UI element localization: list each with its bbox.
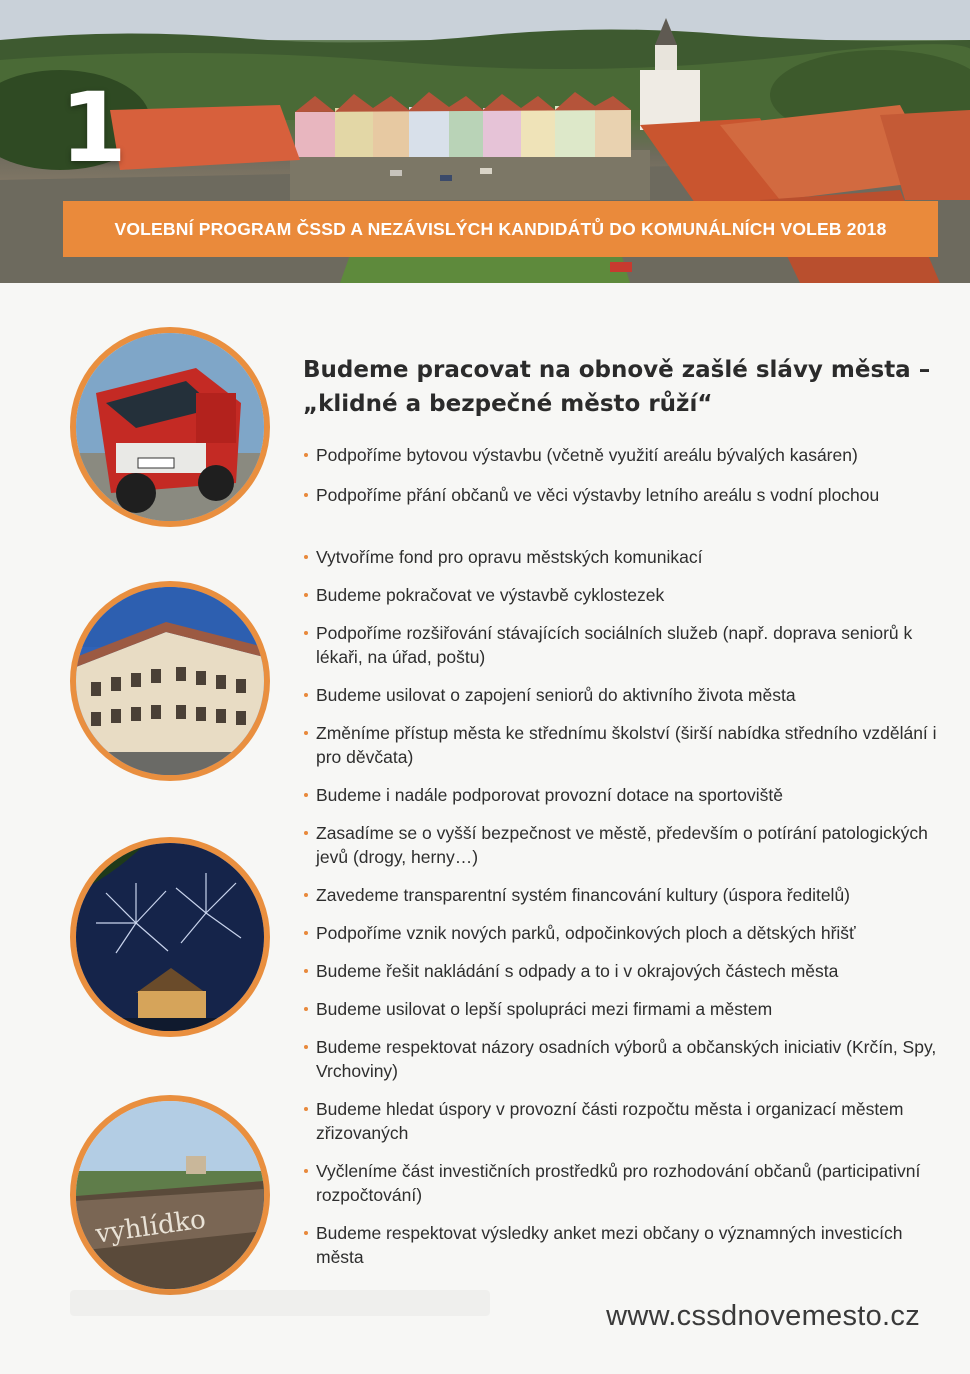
list-item: Podpoříme přání občanů ve věci výstavby letního areálu s vodní plochou [303,483,943,507]
bullet-icon [304,969,308,973]
heading-line-1: Budeme pracovat na obnově zašlé slávy města – [303,357,931,383]
bullet-icon [304,1045,308,1049]
program-heading [303,353,943,421]
list-item: Budeme respektovat názory osadních výborů a občanských iniciativ (Krčín, Spy, Vrchoviny) [303,1035,943,1083]
website-link[interactable]: www.cssdnovemesto.cz [606,1300,920,1332]
program-title-bar [63,201,938,257]
faint-background-band [70,1290,490,1316]
list-item: Budeme usilovat o zapojení seniorů do aktivního života města [303,683,943,707]
list-item: Budeme hledat úspory v provozní části rozpočtu města i organizací městem zřizovaných [303,1097,943,1145]
heading-line-2: „klidné a bezpečné město růží“ [303,391,713,417]
list-item: Vyčleníme část investičních prostředků pro rozhodování občanů (participativní rozpočtování) [303,1159,943,1207]
list-item: Budeme řešit nakládání s odpady a to i v okrajových částech města [303,959,943,983]
program-number: 1 [60,72,127,184]
list-item: Vytvoříme fond pro opravu městských komunikací [303,545,943,569]
list-item: Zasadíme se o vyšší bezpečnost ve městě, především o potírání patologických jevů (drogy, herny…) [303,821,943,869]
list-item: Podpoříme vznik nových parků, odpočinkových ploch a dětských hřišť [303,921,943,945]
bullet-icon [304,931,308,935]
bullet-icon [304,493,308,497]
bullet-icon [304,453,308,457]
list-item: Změníme přístup města ke střednímu školství (širší nabídka středního vzdělání i pro děvčata) [303,721,943,769]
bullet-icon [304,893,308,897]
fireworks-photo [70,837,270,1037]
school-building-photo [70,581,270,781]
hero-banner [0,0,970,283]
bullet-icon [304,831,308,835]
list-item: Budeme pokračovat ve výstavbě cyklostezek [303,583,943,607]
bullet-icon [304,793,308,797]
bullet-icon [304,693,308,697]
list-item: Podpoříme bytovou výstavbu (včetně využití areálu bývalých kasáren) [303,443,943,467]
lookout-carved-text: vyhlídko [93,1204,208,1250]
list-item: Budeme respektovat výsledky anket mezi občany o významných investicích města [303,1221,943,1269]
bullet-icon [304,593,308,597]
program-title: VOLEBNÍ PROGRAM ČSSD A NEZÁVISLÝCH KANDIDÁTŮ DO KOMUNÁLNÍCH VOLEB 2018 [114,218,887,239]
list-item: Budeme i nadále podporovat provozní dotace na sportoviště [303,783,943,807]
bullet-icon [304,1007,308,1011]
bullet-icon [304,555,308,559]
bullet-icon [304,1107,308,1111]
list-item: Podpoříme rozšiřování stávajících sociálních služeb (např. doprava seniorů k lékaři, na úřad, poštu) [303,621,943,669]
bullet-icon [304,631,308,635]
list-item: Zavedeme transparentní systém financování kultury (úspora ředitelů) [303,883,943,907]
bullet-icon [304,731,308,735]
fire-truck-photo [70,327,270,527]
bullet-icon [304,1231,308,1235]
lookout-photo [70,1095,270,1295]
bullet-icon [304,1169,308,1173]
list-item: Budeme usilovat o lepší spolupráci mezi firmami a městem [303,997,943,1021]
